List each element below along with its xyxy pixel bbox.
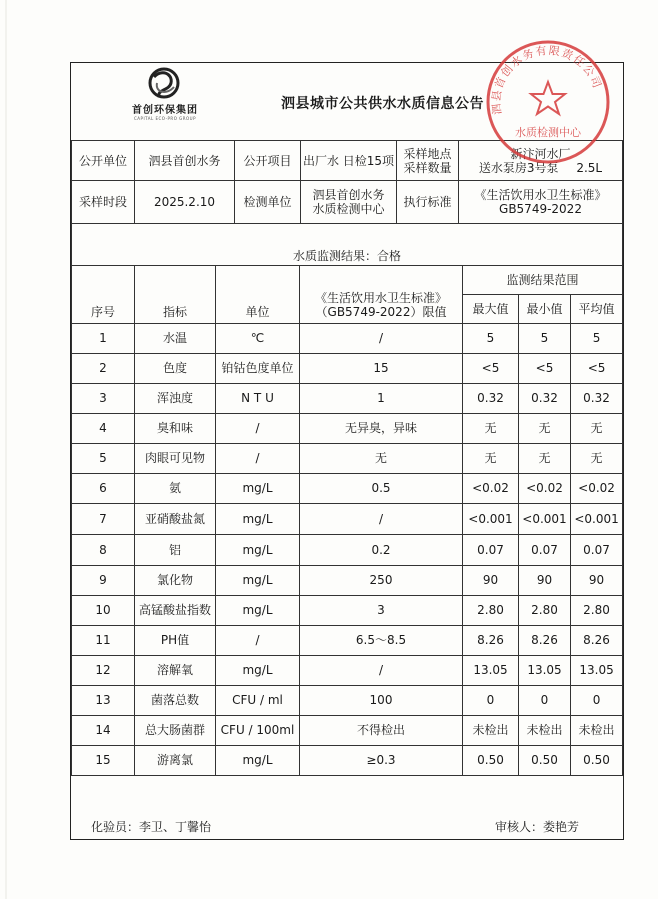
- table-row: [72, 383, 623, 413]
- col-header-no: 序号: [72, 265, 135, 323]
- cell-no: 11: [72, 625, 135, 655]
- cell-avg: 13.05: [571, 655, 623, 685]
- cell-avg: 无: [571, 413, 623, 443]
- cell-indicator: 亚硝酸盐氮: [135, 503, 216, 534]
- cell-unit: mg/L: [216, 503, 300, 534]
- cell-avg: 0.50: [571, 745, 623, 775]
- cell-indicator: 总大肠菌群: [135, 715, 216, 745]
- cell-unit: CFU / ml: [216, 685, 300, 715]
- label-publish-unit: 公开单位: [72, 141, 135, 181]
- cell-max: 未检出: [463, 715, 519, 745]
- cell-limit: 15: [300, 353, 463, 383]
- cell-max: 0.32: [463, 383, 519, 413]
- cell-unit: mg/L: [216, 473, 300, 503]
- cell-avg: 未检出: [571, 715, 623, 745]
- col-header-avg: 平均值: [571, 294, 623, 323]
- cell-indicator: 氯化物: [135, 565, 216, 595]
- table-row: [72, 323, 623, 353]
- cell-no: 9: [72, 565, 135, 595]
- cell-min: 13.05: [519, 655, 571, 685]
- cell-no: 13: [72, 685, 135, 715]
- cell-limit: 0.2: [300, 534, 463, 565]
- cell-max: 无: [463, 443, 519, 473]
- cell-no: 3: [72, 383, 135, 413]
- cell-min: <0.02: [519, 473, 571, 503]
- label-sampling-time: 采样时段: [72, 181, 135, 224]
- cell-max: 8.26: [463, 625, 519, 655]
- table-row: [72, 443, 623, 473]
- cell-limit: ≥0.3: [300, 745, 463, 775]
- cell-avg: <5: [571, 353, 623, 383]
- sampling-qty: 2.5L: [576, 160, 603, 175]
- header: [71, 63, 622, 141]
- reviewer-signature: 审核人：娄艳芳: [495, 820, 580, 834]
- standard-line1: 《生活饮用水卫生标准》: [474, 188, 607, 202]
- label-sampling-site: 采样地点: [403, 146, 452, 161]
- publish-unit: 泗县首创水务: [135, 141, 235, 181]
- col-header-max: 最大值: [463, 294, 519, 323]
- result-banner: [72, 223, 623, 265]
- cell-indicator: 水温: [135, 323, 216, 353]
- cell-indicator: 游离氯: [135, 745, 216, 775]
- cell-max: 0: [463, 685, 519, 715]
- cell-min: 无: [519, 413, 571, 443]
- cell-max: 0.50: [463, 745, 519, 775]
- cell-indicator: 菌落总数: [135, 685, 216, 715]
- cell-avg: 5: [571, 323, 623, 353]
- publish-item: 出厂水 日检15项: [301, 141, 397, 181]
- stamp-center-text: 水质检测中心: [515, 126, 581, 139]
- table-row: [72, 685, 623, 715]
- cell-no: 2: [72, 353, 135, 383]
- table-row: [72, 715, 623, 745]
- col-header-range: 监测结果范围: [463, 265, 623, 294]
- table-row: [72, 503, 623, 534]
- cell-limit: /: [300, 655, 463, 685]
- table-row: [72, 655, 623, 685]
- table-row: [72, 534, 623, 565]
- table-row: [72, 565, 623, 595]
- cell-no: 6: [72, 473, 135, 503]
- cell-avg: 2.80: [571, 595, 623, 625]
- col-header-min: 最小值: [519, 294, 571, 323]
- cell-indicator: 铝: [135, 534, 216, 565]
- cell-indicator: 臭和味: [135, 413, 216, 443]
- cell-unit: mg/L: [216, 745, 300, 775]
- cell-unit: N T U: [216, 383, 300, 413]
- table-row: [72, 473, 623, 503]
- cell-no: 15: [72, 745, 135, 775]
- cell-indicator: 氨: [135, 473, 216, 503]
- cell-min: <0.001: [519, 503, 571, 534]
- cell-indicator: PH值: [135, 625, 216, 655]
- cell-min: 0.07: [519, 534, 571, 565]
- test-unit-line1: 泗县首创水务: [312, 188, 385, 202]
- page-title: 泗县城市公共供水水质信息公告: [281, 96, 484, 112]
- cell-min: 0.50: [519, 745, 571, 775]
- cell-max: 90: [463, 565, 519, 595]
- cell-max: 无: [463, 413, 519, 443]
- cell-unit: mg/L: [216, 534, 300, 565]
- cell-unit: ℃: [216, 323, 300, 353]
- sampling-site-cell: [459, 141, 623, 181]
- cell-unit: /: [216, 413, 300, 443]
- cell-max: <0.02: [463, 473, 519, 503]
- cell-limit: 不得检出: [300, 715, 463, 745]
- cell-limit: 0.5: [300, 473, 463, 503]
- cell-min: 8.26: [519, 625, 571, 655]
- table-row: [72, 625, 623, 655]
- cell-indicator: 溶解氧: [135, 655, 216, 685]
- cell-max: 5: [463, 323, 519, 353]
- cell-indicator: 肉眼可见物: [135, 443, 216, 473]
- cell-min: 5: [519, 323, 571, 353]
- results-table: [71, 223, 622, 776]
- cell-no: 1: [72, 323, 135, 353]
- label-site-qty: [397, 141, 459, 181]
- cell-max: <0.001: [463, 503, 519, 534]
- cell-unit: mg/L: [216, 655, 300, 685]
- cell-avg: 无: [571, 443, 623, 473]
- table-row: [72, 595, 623, 625]
- table-row: [72, 353, 623, 383]
- table-row: [72, 413, 623, 443]
- cell-avg: 90: [571, 565, 623, 595]
- cell-no: 4: [72, 413, 135, 443]
- cell-limit: 6.5～8.5: [300, 625, 463, 655]
- col-header-unit: 单位: [216, 265, 300, 323]
- cell-min: 无: [519, 443, 571, 473]
- cell-limit: /: [300, 323, 463, 353]
- cell-no: 8: [72, 534, 135, 565]
- cell-no: 10: [72, 595, 135, 625]
- tester-signature: 化验员：李卫、丁馨怡: [91, 820, 212, 834]
- cell-avg: <0.001: [571, 503, 623, 534]
- col-header-limit-line2: （GB5749-2022）限值: [315, 304, 447, 319]
- table-row: [72, 745, 623, 775]
- label-standard: 执行标准: [397, 181, 459, 224]
- label-test-unit: 检测单位: [235, 181, 301, 224]
- cell-indicator: 高锰酸盐指数: [135, 595, 216, 625]
- cell-unit: mg/L: [216, 595, 300, 625]
- col-header-indicator: 指标: [135, 265, 216, 323]
- cell-max: <5: [463, 353, 519, 383]
- cell-max: 2.80: [463, 595, 519, 625]
- cell-unit: mg/L: [216, 565, 300, 595]
- test-unit-line2: 水质检测中心: [312, 202, 385, 216]
- cell-min: <5: [519, 353, 571, 383]
- binding-edge-marks: [0, 0, 36, 899]
- cell-no: 5: [72, 443, 135, 473]
- logo-brand-en: CAPITAL ECO-PRO GROUP: [134, 116, 196, 121]
- cell-limit: 无异臭，异味: [300, 413, 463, 443]
- cell-unit: /: [216, 443, 300, 473]
- cell-limit: /: [300, 503, 463, 534]
- cell-limit: 3: [300, 595, 463, 625]
- cell-max: 13.05: [463, 655, 519, 685]
- test-unit: [301, 181, 397, 224]
- result-summary: 水质监测结果：合格: [293, 248, 402, 263]
- cell-unit: /: [216, 625, 300, 655]
- cell-min: 2.80: [519, 595, 571, 625]
- col-header-limit: [300, 265, 463, 323]
- cell-min: 未检出: [519, 715, 571, 745]
- cell-indicator: 浑浊度: [135, 383, 216, 413]
- cell-avg: 0.32: [571, 383, 623, 413]
- cell-no: 12: [72, 655, 135, 685]
- cell-unit: 铂钴色度单位: [216, 353, 300, 383]
- cell-limit: 1: [300, 383, 463, 413]
- standard-line2: GB5749-2022: [499, 202, 582, 216]
- col-header-limit-line1: 《生活饮用水卫生标准》: [314, 290, 447, 305]
- cell-avg: 0.07: [571, 534, 623, 565]
- cell-avg: 8.26: [571, 625, 623, 655]
- info-table: [71, 140, 622, 224]
- cell-limit: 无: [300, 443, 463, 473]
- cell-unit: CFU / 100ml: [216, 715, 300, 745]
- cell-avg: <0.02: [571, 473, 623, 503]
- cell-no: 14: [72, 715, 135, 745]
- label-sampling-qty: 采样数量: [403, 160, 452, 175]
- logo-brand-cn: 首创环保集团: [132, 105, 198, 116]
- notice-sheet: [70, 62, 624, 840]
- sampling-site-detail: 送水泵房3号泵: [478, 160, 559, 175]
- cell-limit: 250: [300, 565, 463, 595]
- cell-min: 0.32: [519, 383, 571, 413]
- cell-max: 0.07: [463, 534, 519, 565]
- cell-min: 0: [519, 685, 571, 715]
- cell-min: 90: [519, 565, 571, 595]
- sampling-time: 2025.2.10: [135, 181, 235, 224]
- stamp-ring-text: 泗县首创水务有限责任公司: [489, 43, 605, 116]
- label-publish-item: 公开项目: [235, 141, 301, 181]
- cell-limit: 100: [300, 685, 463, 715]
- cell-indicator: 色度: [135, 353, 216, 383]
- sampling-site: 新汴河水厂: [510, 146, 571, 161]
- footer: [71, 804, 622, 840]
- cell-no: 7: [72, 503, 135, 534]
- standard: [459, 181, 623, 224]
- cell-avg: 0: [571, 685, 623, 715]
